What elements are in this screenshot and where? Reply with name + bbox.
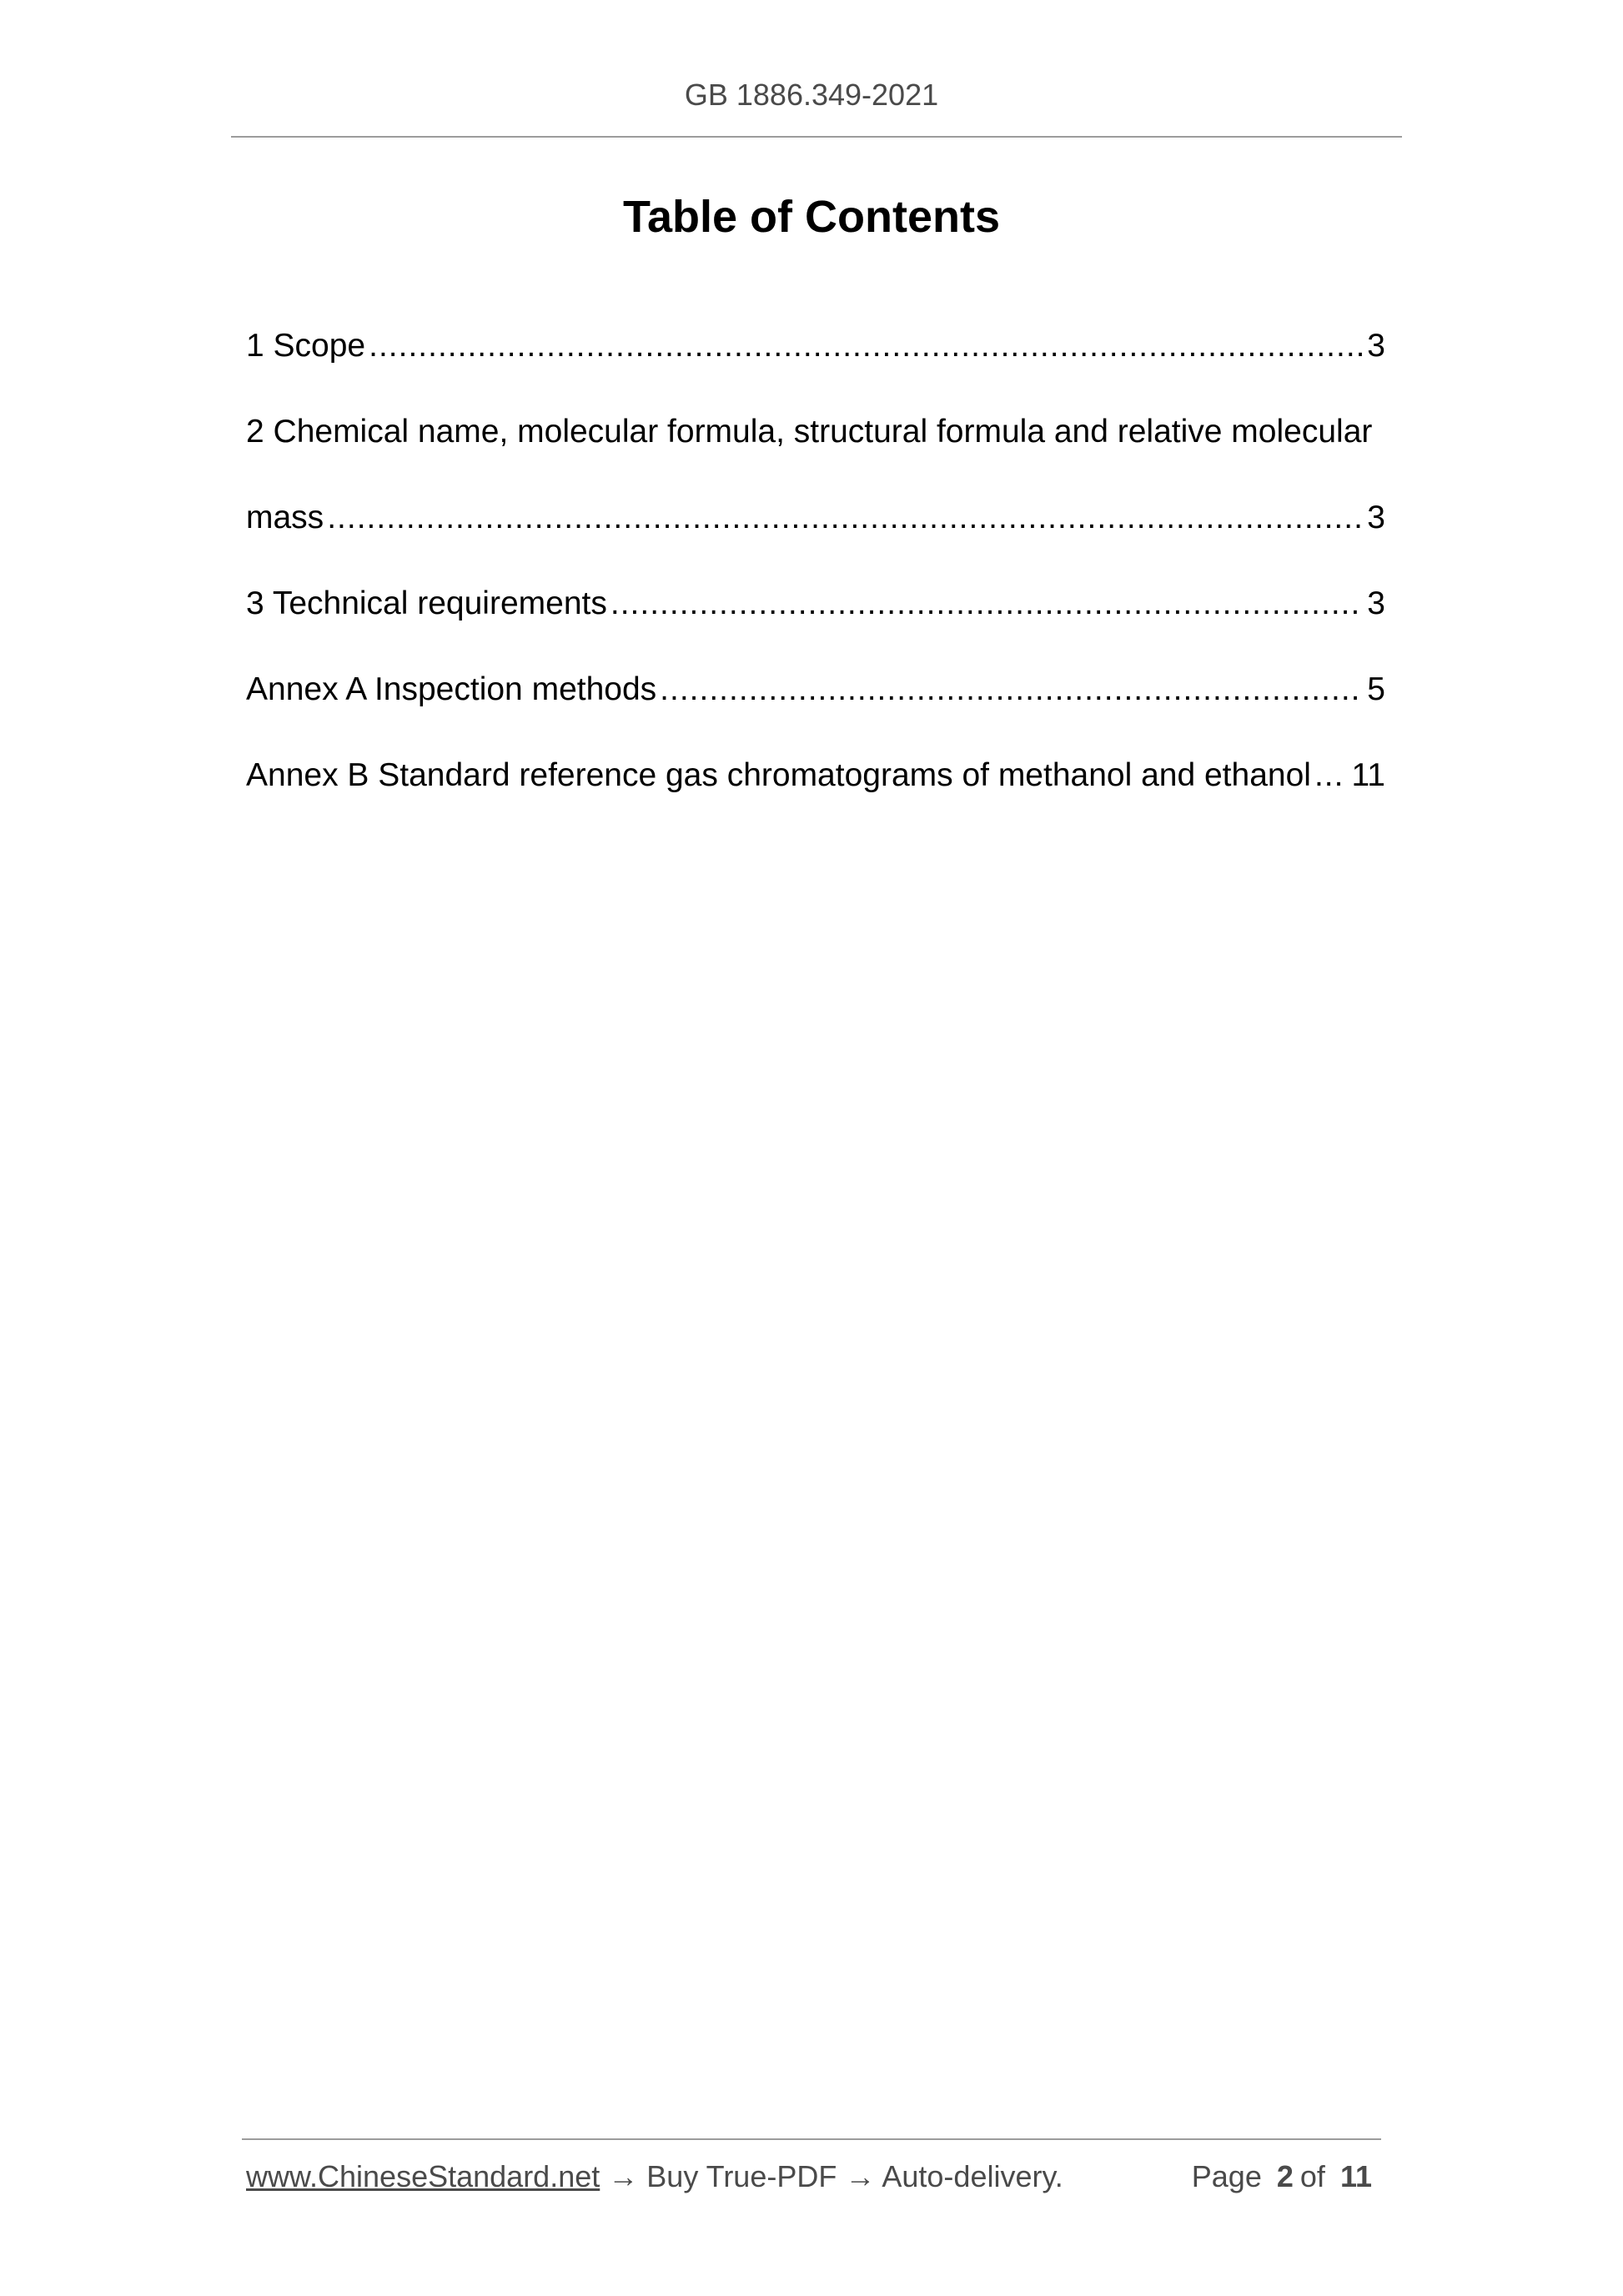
of-word: of [1299, 2159, 1325, 2193]
table-of-contents [246, 321, 1385, 837]
website-link[interactable]: www.ChineseStandard.net [246, 2159, 600, 2193]
delivery-text: Auto-delivery. [882, 2159, 1063, 2193]
toc-entry-label: 3 Technical requirements [246, 585, 607, 621]
toc-entry-annex-a[interactable] [246, 665, 1385, 751]
total-pages: 11 [1339, 2159, 1372, 2193]
toc-entry-annex-b[interactable] [246, 751, 1385, 837]
header-divider [231, 136, 1402, 138]
page-footer [246, 2156, 1379, 2198]
toc-entry-label: 1 Scope [246, 328, 366, 364]
toc-entry-page: 3 [1367, 500, 1385, 535]
toc-entry-technical-requirements[interactable] [246, 579, 1385, 665]
toc-entry-scope[interactable] [246, 321, 1385, 407]
toc-entry-page: 3 [1367, 328, 1385, 364]
footer-promo [246, 2156, 1063, 2198]
toc-entry-label: mass [246, 500, 324, 535]
dot-leader [369, 321, 1362, 371]
arrow-right-icon: → [608, 2159, 639, 2193]
buy-text: Buy True-PDF [646, 2159, 837, 2193]
footer-divider [242, 2138, 1381, 2140]
toc-entry-page: 3 [1367, 585, 1385, 621]
toc-entry-label: Annex B Standard reference gas chromatograms of methanol and ethanol [246, 757, 1311, 793]
toc-entry-page: 5 [1367, 671, 1385, 707]
document-number: GB 1886.349-2021 [684, 78, 939, 112]
running-header [0, 75, 1623, 115]
current-page: 2 [1276, 2159, 1294, 2193]
dot-leader [611, 579, 1362, 629]
page-number [1192, 2156, 1379, 2198]
dot-leader [1314, 751, 1347, 801]
toc-entry-page: 11 [1351, 757, 1385, 793]
arrow-right-icon: → [845, 2159, 876, 2193]
toc-entry-chemical-name[interactable] [246, 407, 1385, 493]
toc-entry-label: Annex A Inspection methods [246, 671, 657, 707]
dot-leader [327, 493, 1362, 543]
toc-entry-label: 2 Chemical name, molecular formula, structural formula and relative molecular [246, 414, 1373, 450]
toc-entry-chemical-name-continued[interactable] [246, 493, 1385, 579]
page-word: Page [1191, 2159, 1262, 2193]
page-title: Table of Contents [623, 192, 1000, 242]
dot-leader [660, 665, 1362, 715]
